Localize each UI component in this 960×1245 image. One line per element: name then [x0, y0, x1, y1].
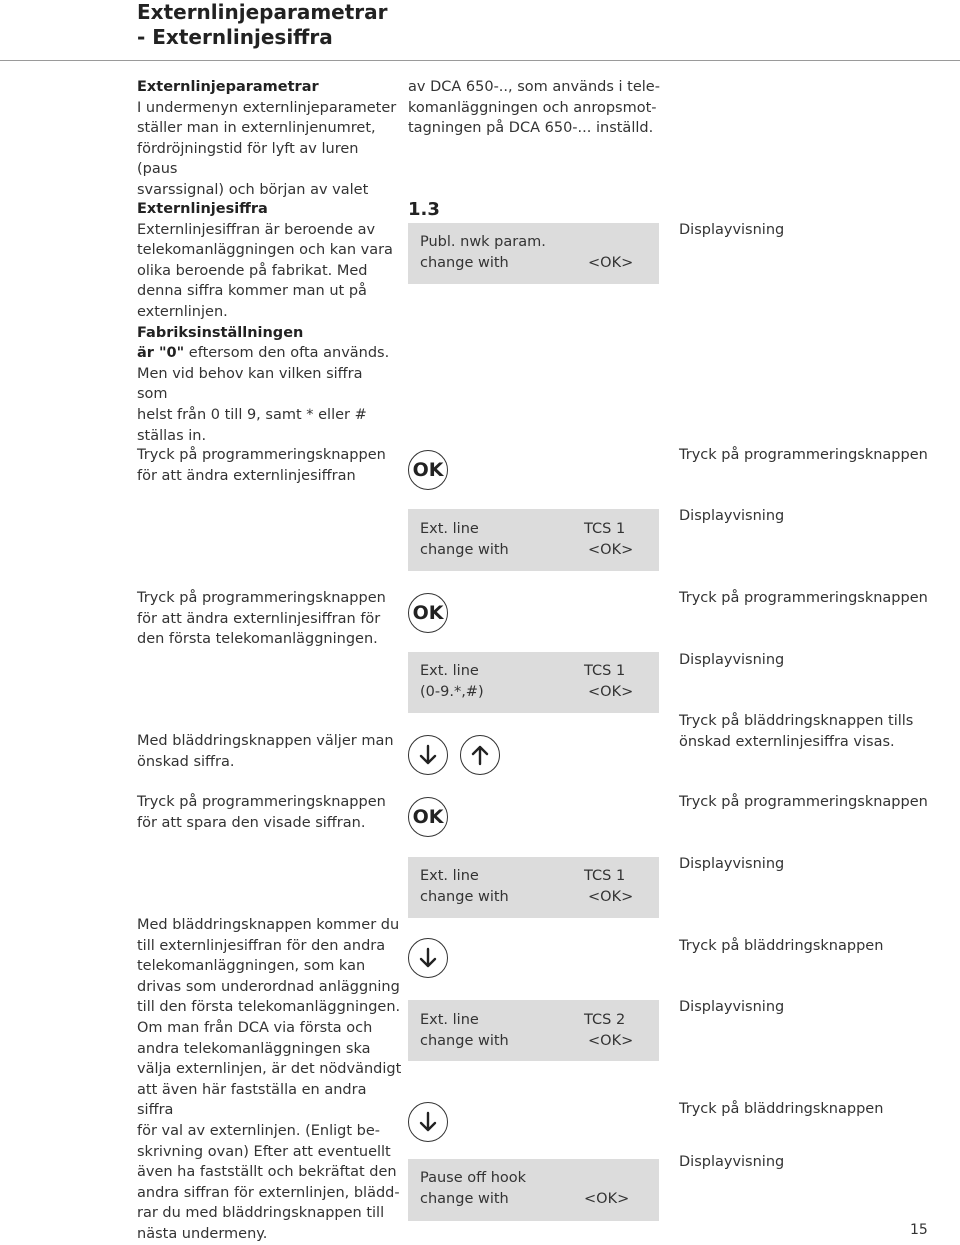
- display-line-1: Ext. line: [420, 1012, 479, 1028]
- display-ok-hint: <OK>: [588, 542, 634, 558]
- default-value-bold: är "0": [137, 345, 185, 362]
- page-number: 15: [910, 1222, 928, 1238]
- note-display: Displayvisning: [679, 856, 785, 872]
- note-scroll-until: Tryck på bläddringsknappen tills önskad externlinjesiffra visas.: [679, 713, 914, 750]
- display-value: TCS 2: [584, 1012, 626, 1028]
- note-press-scroll: Tryck på bläddringsknappen: [679, 1101, 884, 1117]
- display-line-1: Publ. nwk param.: [420, 234, 546, 250]
- display-screen: [408, 652, 659, 713]
- ok-key[interactable]: OK: [408, 450, 448, 490]
- intro-line: av DCA 650-.., som används i tele-: [408, 79, 660, 95]
- note-display: Displayvisning: [679, 508, 785, 524]
- instruction-step-long: Med bläddringsknappen kommer du till externlinjesiffran för den andra telekomanläggningen, som kan drivas som underordnad anläggning till den första telekomanläggningen. Om man från DCA via första och andra telekomanläggningen ska välja externlinjen, är det nödvändigt att även här fastställa en andra siffra för val av externlinjen. (Enligt be- skrivning ovan) Efter att eventuellt även ha fastställt och bekräftat den andra siffran för externlinjen, blädd- rar du med bläddringsknappen till nästa undermeny.: [137, 917, 402, 1242]
- arrow-down-icon: [416, 946, 440, 970]
- header-divider: [0, 60, 960, 61]
- note-display: Displayvisning: [679, 652, 785, 668]
- intro-line: I undermenyn externlinjeparameter: [137, 99, 397, 116]
- note-display: Displayvisning: [679, 222, 785, 238]
- display-ok-hint: <OK>: [588, 1033, 634, 1049]
- intro-line: fördröjningstid för lyft av luren (paus: [137, 140, 359, 178]
- scroll-down-key[interactable]: [408, 938, 448, 978]
- section-line: externlinjen. Fabriksinställningen: [137, 303, 304, 341]
- display-value: TCS 1: [584, 663, 626, 679]
- section-line: är "0" eftersom den ofta används.: [137, 345, 390, 362]
- note-display: Displayvisning: [679, 999, 785, 1015]
- arrow-down-icon: [416, 743, 440, 767]
- note-display: Displayvisning: [679, 1154, 785, 1170]
- display-value: TCS 1: [584, 521, 626, 537]
- intro-line: svarssignal) och början av valet: [137, 181, 369, 198]
- display-line-2: change with: [420, 542, 509, 558]
- scroll-down-key[interactable]: [408, 1102, 448, 1142]
- scroll-down-key[interactable]: [408, 735, 448, 775]
- display-line-1: Ext. line: [420, 521, 479, 537]
- arrow-up-icon: [468, 743, 492, 767]
- intro-continuation: [408, 77, 668, 139]
- arrow-down-icon: [416, 1110, 440, 1134]
- section-line: Externlinjesiffran är beroende av: [137, 221, 376, 238]
- note-press-programming: Tryck på programmeringsknappen: [679, 590, 928, 606]
- display-screen: [408, 857, 659, 918]
- intro-line: komanläggningen och anropsmot-: [408, 99, 657, 116]
- display-line-2: change with: [420, 889, 509, 905]
- note-press-programming: Tryck på programmeringsknappen: [679, 447, 928, 463]
- display-ok-hint: <OK>: [588, 255, 634, 271]
- intro-line: ställer man in externlinjenumret,: [137, 120, 376, 137]
- ok-key[interactable]: OK: [408, 593, 448, 633]
- instruction-step: Tryck på programmeringsknappen för att ändra externlinjesiffran för den första telekomanläggningen.: [137, 590, 386, 648]
- section-heading: Externlinjesiffra: [137, 201, 268, 217]
- display-line-2: change with: [420, 1033, 509, 1049]
- display-line-2: change with: [420, 1191, 509, 1207]
- section-line: telekomanläggningen och kan vara: [137, 242, 393, 259]
- scroll-up-key[interactable]: [460, 735, 500, 775]
- display-line-1: Ext. line: [420, 868, 479, 884]
- section-number: 1.3: [408, 199, 440, 220]
- intro-line: tagningen på DCA 650-... inställd.: [408, 120, 654, 137]
- display-screen: [408, 1000, 659, 1061]
- section-line: ställas in.: [137, 427, 207, 444]
- display-line-2: change with: [420, 255, 509, 271]
- display-ok-hint: <OK>: [588, 889, 634, 905]
- instruction-step: Tryck på programmeringsknappen för att ändra externlinjesiffran: [137, 447, 386, 484]
- note-press-scroll: Tryck på bläddringsknappen: [679, 938, 884, 954]
- intro-heading: Externlinjeparametrar: [137, 79, 319, 95]
- section-line: olika beroende på fabrikat. Med: [137, 262, 368, 279]
- display-ok-hint: <OK>: [588, 684, 634, 700]
- display-screen: [408, 1159, 659, 1221]
- display-value: TCS 1: [584, 868, 626, 884]
- page-title: [137, 0, 388, 50]
- title-line-2: - Externlinjesiffra: [137, 25, 333, 49]
- section-line: Men vid behov kan vilken siffra som: [137, 365, 363, 403]
- factory-setting-bold: Fabriksinställningen: [137, 324, 304, 341]
- display-screen: [408, 509, 659, 571]
- ok-key[interactable]: OK: [408, 797, 448, 837]
- intro-block: [137, 77, 397, 201]
- display-line-2: (0-9.*,#): [420, 684, 484, 700]
- instruction-step: Med bläddringsknappen väljer man önskad siffra.: [137, 733, 394, 770]
- title-line-1: Externlinjeparametrar: [137, 0, 388, 24]
- display-ok-hint: <OK>: [584, 1191, 630, 1207]
- instruction-step: Tryck på programmeringsknappen för att spara den visade siffran.: [137, 794, 386, 831]
- section-block: [137, 199, 397, 446]
- display-line-1: Pause off hook: [420, 1170, 527, 1186]
- section-line: denna siffra kommer man ut på: [137, 283, 367, 300]
- display-screen: [408, 223, 659, 284]
- display-line-1: Ext. line: [420, 663, 479, 679]
- note-press-programming: Tryck på programmeringsknappen: [679, 794, 928, 810]
- section-line: helst från 0 till 9, samt * eller #: [137, 406, 367, 423]
